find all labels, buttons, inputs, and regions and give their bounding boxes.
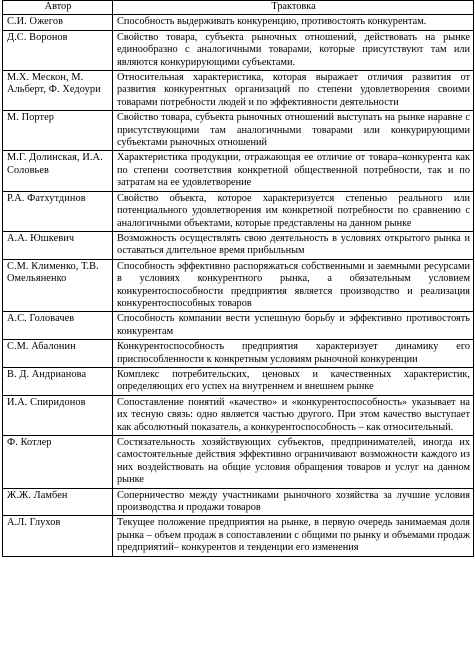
definition-cell: Соперничество между участниками рыночного хозяйства за лучшие условия производства и продажи товаров [113,488,474,516]
definition-cell: Относительная характеристика, которая выражает отличия развития от развития конкурентных организаций по степени удовлетворения своими товарами потребности людей и по эффективности деятельности [113,71,474,111]
table-row [3,488,474,516]
author-cell: И.А. Спиридонов [3,395,113,435]
table-row [3,15,474,30]
table-row [3,71,474,111]
definition-cell: Свойство объекта, которое характеризуется степенью реального или потенциального удовлетворения им конкретной потребности по сравнению с аналогичными объектами, которые представлены на данном рынке [113,191,474,231]
table-row [3,151,474,191]
definition-cell: Свойство товара, субъекта рыночных отношений выступать на рынке наравне с присутствующими там аналогичными товарами или конкурирующими субъектами рыночных отношений [113,111,474,151]
table-body [3,15,474,556]
definition-cell: Свойство товара, субъекта рыночных отношений, действовать на рынке единообразно с аналогичными товарами, которые присутствуют там или являются конкурирующими субъектами. [113,30,474,70]
author-cell: М. Портер [3,111,113,151]
definition-cell: Текущее положение предприятия на рынке, в первую очередь занимаемая доля рынка – объем продаж в сопоставлении с общими по рынку и объемами продаж предприятий– конкурентов и тенденции его изменения [113,516,474,556]
table-row [3,259,474,312]
table-row [3,231,474,259]
table-row [3,312,474,340]
definition-column-header: Трактовка [113,1,474,15]
definitions-table [2,0,474,557]
table-row [3,111,474,151]
definition-cell: Сопоставление понятий «качество» и «конкурентоспособность» указывает на их тесную связь: одно является частью другого. При этом качество выступает как абсолютный показатель, а конкурентоспособность – как относительный. [113,395,474,435]
author-cell: В. Д. Андрианова [3,367,113,395]
definition-cell: Способность выдерживать конкуренцию, противостоять конкурентам. [113,15,474,30]
definition-cell: Состязательность хозяйствующих субъектов, предпринимателей, иногда их самостоятельные действия эффективно ограничивают возможности каждого из них воздействовать на общие условия обращения товаров и услуг на данном рынке [113,436,474,489]
author-cell: Ж.Ж. Ламбен [3,488,113,516]
table-header [3,1,474,15]
definition-cell: Конкурентоспособность предприятия характеризует динамику его приспособленности к конкретным условиям рыночной конкуренции [113,340,474,368]
table-row [3,340,474,368]
author-cell: М.Г. Долинская, И.А. Соловьев [3,151,113,191]
author-cell: М.Х. Мескон, М. Альберт, Ф. Хедоури [3,71,113,111]
table-row [3,191,474,231]
author-cell: Д.С. Воронов [3,30,113,70]
table-row [3,516,474,556]
table-row [3,367,474,395]
table-row [3,30,474,70]
author-cell: С.И. Ожегов [3,15,113,30]
definition-cell: Комплекс потребительских, ценовых и качественных характеристик, определяющих его успех на внутреннем и внешнем рынке [113,367,474,395]
table-row [3,395,474,435]
author-cell: Р.А. Фатхутдинов [3,191,113,231]
definition-cell: Способность компании вести успешную борьбу и эффективно противостоять конкурентам [113,312,474,340]
author-cell: А.С. Головачев [3,312,113,340]
author-cell: А.Л. Глухов [3,516,113,556]
definition-cell: Характеристика продукции, отражающая ее отличие от товара–конкурента как по степени соответствия конкретной общественной потребности, так и по затратам на ее удовлетворение [113,151,474,191]
author-cell: Ф. Котлер [3,436,113,489]
author-column-header: Автор [3,1,113,15]
author-cell: С.М. Абалонин [3,340,113,368]
author-cell: С.М. Клименко, Т.В. Омельяненко [3,259,113,312]
table-row [3,436,474,489]
definition-cell: Способность эффективно распоряжаться собственными и заемными ресурсами в условиях конкурентного рынка, а обязательным условием конкурентоспособности предприятия является производство и реализация конкурентоспособных товаров [113,259,474,312]
definition-cell: Возможность осуществлять свою деятельность в условиях открытого рынка и оставаться длительное время прибыльным [113,231,474,259]
author-cell: А.А. Юшкевич [3,231,113,259]
header-row [3,1,474,15]
